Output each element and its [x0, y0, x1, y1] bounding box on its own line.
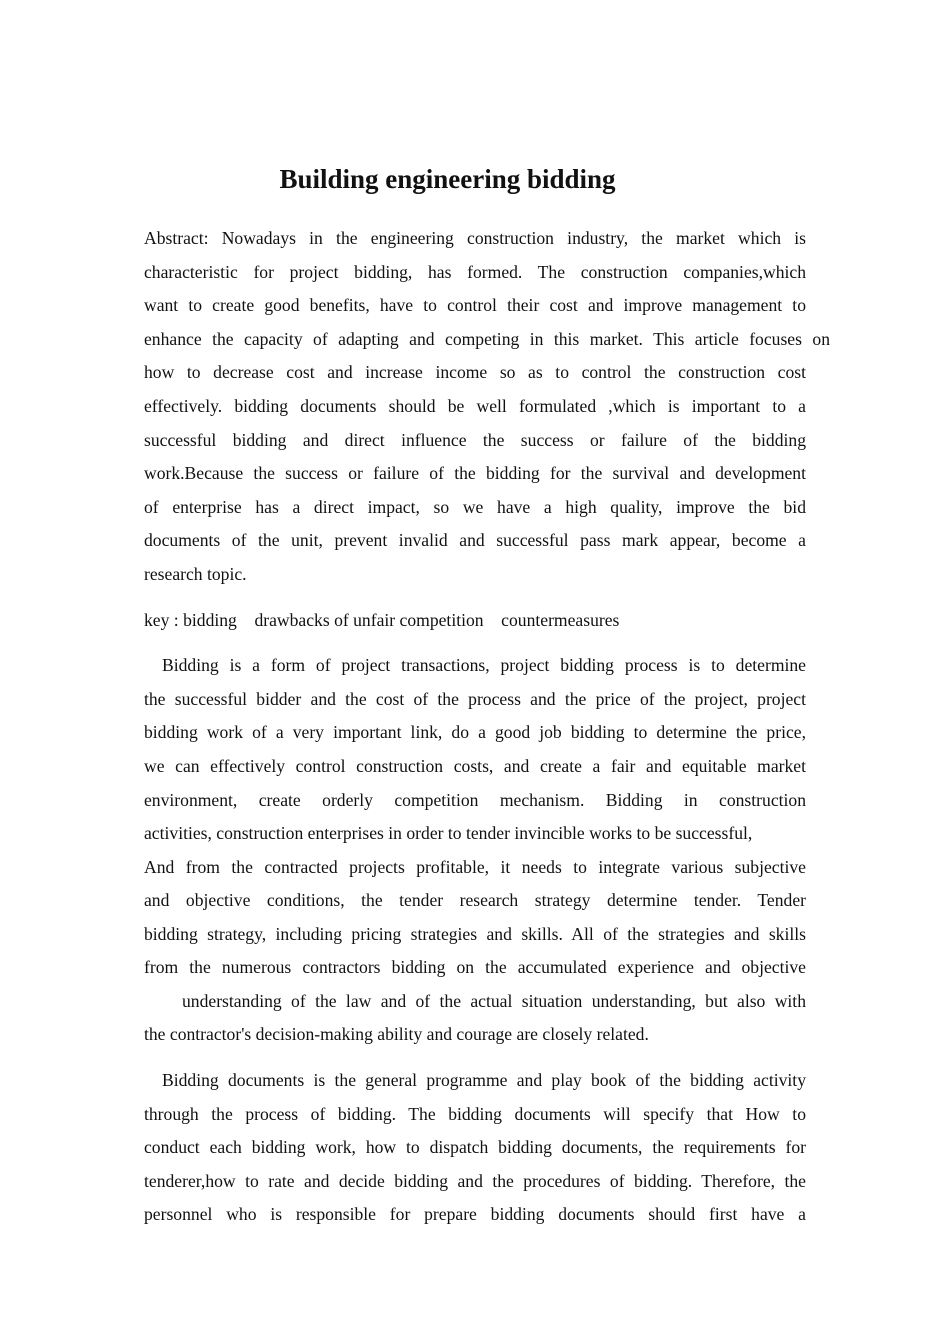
abstract-line: research topic.: [144, 564, 247, 584]
paragraph-line: environment, create orderly competition mechanism. Bidding in construction: [144, 790, 806, 810]
paragraph-line: the successful bidder and the cost of the process and the price of the project, project: [144, 689, 806, 709]
abstract-line: Abstract: Nowadays in the engineering construction industry, the market which is: [144, 228, 806, 248]
paragraph-line: bidding strategy, including pricing strategies and skills. All of the strategies and skills: [144, 924, 806, 944]
paragraph-line: the contractor's decision-making ability and courage are closely related.: [144, 1024, 649, 1044]
abstract-line: how to decrease cost and increase income so as to control the construction cost: [144, 362, 806, 382]
document-title: Building engineering bidding: [279, 164, 616, 194]
paragraph-line: activities, construction enterprises in order to tender invincible works to be successful,: [144, 823, 753, 843]
abstract-line: successful bidding and direct influence the success or failure of the bidding: [144, 430, 806, 450]
paragraph-line: Bidding documents is the general programme and play book of the bidding activity: [162, 1070, 806, 1090]
abstract-line: effectively. bidding documents should be well formulated ,which is important to a: [144, 396, 806, 416]
keywords: key : bidding drawbacks of unfair competition countermeasures: [144, 610, 620, 630]
abstract-line: documents of the unit, prevent invalid and successful pass mark appear, become a: [144, 530, 806, 550]
paragraph-line: we can effectively control construction costs, and create a fair and equitable market: [144, 756, 806, 776]
paragraph-line: through the process of bidding. The bidding documents will specify that How to: [144, 1104, 806, 1124]
paragraph-line: and objective conditions, the tender research strategy determine tender. Tender: [144, 890, 806, 910]
paragraph-line: And from the contracted projects profitable, it needs to integrate various subjective: [144, 857, 806, 877]
paragraph-line: personnel who is responsible for prepare bidding documents should first have a: [144, 1204, 806, 1224]
abstract-line: of enterprise has a direct impact, so we have a high quality, improve the bid: [144, 497, 806, 517]
paragraph-line: from the numerous contractors bidding on the accumulated experience and objective: [144, 957, 806, 977]
paragraph-line: understanding of the law and of the actual situation understanding, but also with: [182, 991, 806, 1011]
paragraph-line: Bidding is a form of project transactions, project bidding process is to determine: [162, 655, 806, 675]
paragraph-line: tenderer,how to rate and decide bidding and the procedures of bidding. Therefore, the: [144, 1171, 806, 1191]
abstract-line: enhance the capacity of adapting and competing in this market. This article focuses on: [144, 329, 830, 349]
paragraph-line: bidding work of a very important link, do a good job bidding to determine the price,: [144, 722, 806, 742]
abstract-line: want to create good benefits, have to control their cost and improve management to: [144, 295, 806, 315]
abstract-line: work.Because the success or failure of the bidding for the survival and development: [144, 463, 806, 483]
paragraph-line: conduct each bidding work, how to dispatch bidding documents, the requirements for: [144, 1137, 806, 1157]
abstract-line: characteristic for project bidding, has formed. The construction companies,which: [144, 262, 806, 282]
